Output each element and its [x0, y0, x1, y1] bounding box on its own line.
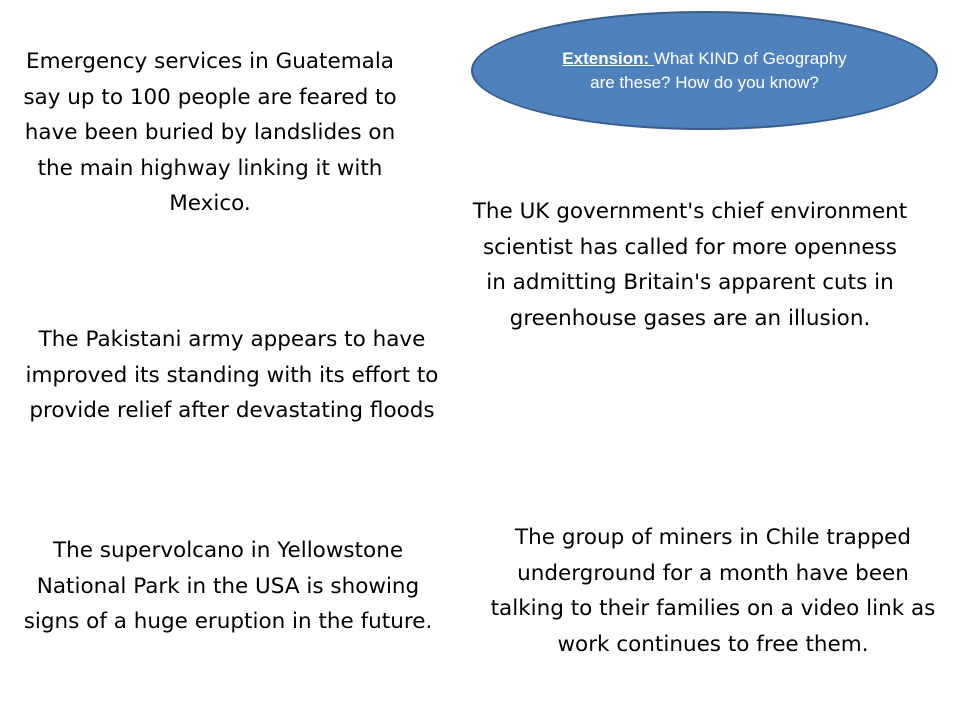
story-chile: The group of miners in Chile trapped underground for a month have been talking to their families on a video link as work continues to free them. [490, 525, 936, 657]
story-uk-environment: The UK government's chief environment scientist has called for more openness in admitting Britain's apparent cuts in greenhouse gases are an illusion. [472, 199, 908, 331]
story-yellowstone: The supervolcano in Yellowstone National Park in the USA is showing signs of a huge eruption in the future. [23, 538, 433, 634]
extension-text [555, 47, 855, 95]
extension-ellipse [471, 11, 938, 130]
story-pakistan: The Pakistani army appears to have improved its standing with its effort to provide relief after devastating floods [25, 327, 439, 423]
extension-label: Extension: [562, 48, 654, 68]
extension-question: What KIND of Geography are these? How do you know? [590, 48, 847, 92]
story-guatemala: Emergency services in Guatemala say up to 100 people are feared to have been buried by landslides on the main highway linking it with Mexico. [23, 49, 397, 216]
